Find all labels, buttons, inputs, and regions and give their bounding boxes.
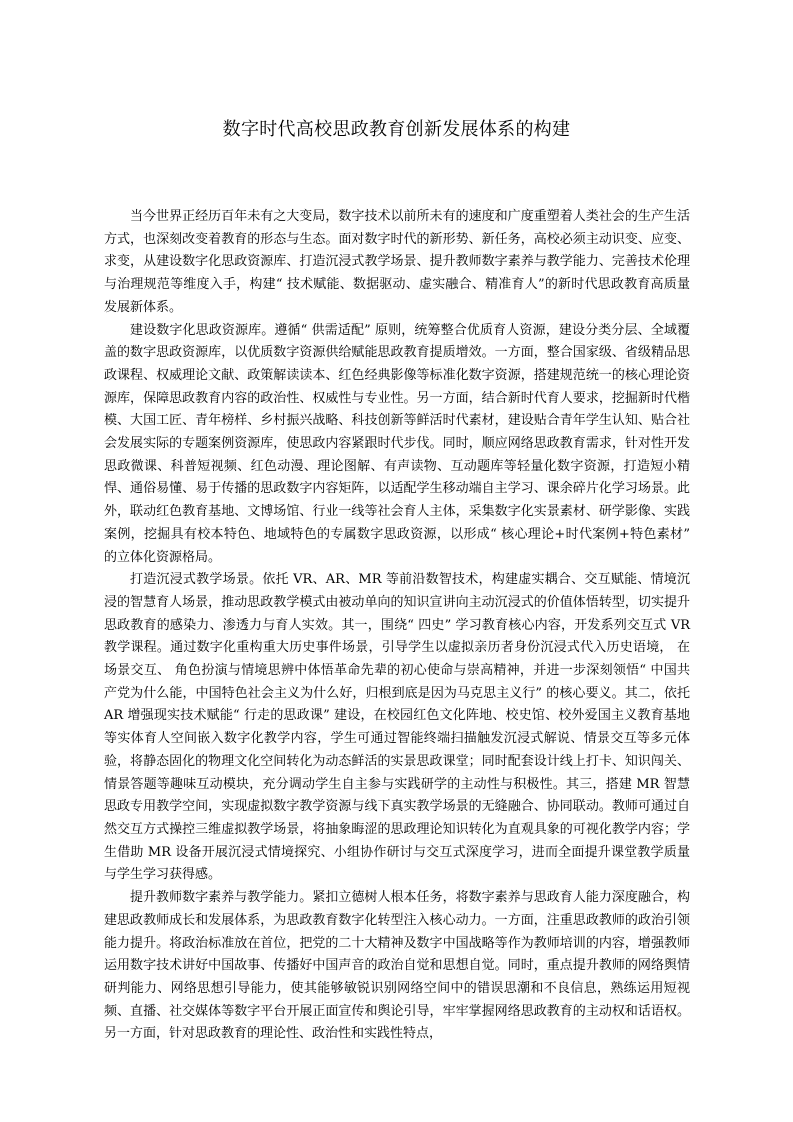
document-title: 数字时代高校思政教育创新发展体系的构建 — [222, 119, 571, 140]
paragraph-introduction: 当今世界正经历百年未有之大变局，数字技术以前所未有的速度和广度重塑着人类社会的生产生活方式，也深刻改变着教育的形态与生态。面对数字时代的新形势、新任务，高校必须主动识变、应变、求变，从建设数字化思政资源库、打造沉浸式教学场景、提升教师数字素养与教学能力、完善技术伦理与治理规范等维度入手，构建“ 技术赋能、数据驱动、虚实融合、精准育人”的新时代思政教育高质量发展新体系。 — [104, 209, 690, 315]
document-body — [104, 206, 690, 1046]
paragraph-resource-library: 建设数字化思政资源库。遵循“ 供需适配” 原则，统筹整合优质育人资源，建设分类分层、全域覆盖的数字思政资源库，以优质数字资源供给赋能思政教育提质增效。一方面，整合国家级、省级精品思政课程、权威理论文献、政策解读读本、红色经典影像等标准化数字资源，搭建规范统一的核心理论资源库，保障思政教育内容的政治性、权威性与专业性。另一方面，结合新时代育人要求，挖掘新时代楷模、大国工匠、青年榜样、乡村振兴战略、科技创新等鲜活时代素材，建设贴合青年学生认知、贴合社会发展实际的专题案例资源库，使思政内容紧跟时代步伐。同时，顺应网络思政教育需求，针对性开发思政微课、科普短视频、红色动漫、理论图解、有声读物、互动题库等轻量化数字资源，打造短小精悍、通俗易懂、易于传播的思政数字内容矩阵，以适配学生移动端自主学习、课余碎片化学习场景。此外，联动红色教育基地、文博场馆、行业一线等社会育人主体，采集数字化实景素材、研学影像、实践案例，挖掘具有校本特色、地域特色的专属数字思政资源，以形成“ 核心理论+时代案例+特色素材” 的立体化资源格局。 — [104, 322, 690, 565]
paragraph-immersive-scenes: 打造沉浸式教学场景。依托 VR、AR、MR 等前沿数智技术，构建虚实耦合、交互赋能、情境沉浸的智慧育人场景，推动思政教学模式由被动单向的知识宣讲向主动沉浸式的价值体悟转型，切实提升思政教育的感染力、渗透力与育人实效。其一，围绕“ 四史” 学习教育核心内容，开发系列交互式 VR 教学课程。通过数字化重构重大历史事件场景，引导学生以虚拟亲历者身份沉浸式代入历史语境， 在场景交互、 角色扮演与情境思辨中体悟革命先辈的初心使命与崇高精神，并进一步深刻领悟“ 中国共产党为什么能，中国特色社会主义为什么好，归根到底是因为马克思主义行” 的核心要义。其二，依托 AR 增强现实技术赋能“ 行走的思政课” 建设，在校园红色文化阵地、校史馆、校外爱国主义教育基地等实体育人空间嵌入数字化教学内容，学生可通过智能终端扫描触发沉浸式解说、情景交互等多元体验，将静态固化的物理文化空间转化为动态鲜活的实景思政课堂；同时配套设计线上打卡、知识闯关、情景答题等趣味互动模块，充分调动学生自主参与实践研学的主动性与积极性。其三，搭建 MR 智慧思政专用教学空间，实现虚拟数字教学资源与线下真实教学场景的无缝融合、协同联动。教师可通过自然交互方式操控三维虚拟教学场景，将抽象晦涩的思政理论知识转化为直观具象的可视化教学内容；学生借助 MR 设备开展沉浸式情境探究、小组协作研讨与交互式深度学习，进而全面提升课堂教学质量与学生学习获得感。 — [104, 572, 690, 883]
paragraph-teacher-literacy: 提升教师数字素养与教学能力。紧扣立德树人根本任务，将数字素养与思政育人能力深度融合，构建思政教师成长和发展体系，为思政教育数字化转型注入核心动力。一方面，注重思政教师的政治引领能力提升。将政治标准放在首位，把党的二十大精神及数字中国战略等作为教师培训的内容，增强教师运用数字技术讲好中国故事、传播好中国声音的政治自觉和思想自觉。同时，重点提升教师的网络舆情研判能力、网络思想引导能力，使其能够敏锐识别网络空间中的错误思潮和不良信息，熟练运用短视频、直播、社交媒体等数字平台开展正面宣传和舆论引导，牢牢掌握网络思政教育的主动权和话语权。另一方面，针对思政教育的理论性、政治性和实践性特点， — [104, 890, 690, 1042]
